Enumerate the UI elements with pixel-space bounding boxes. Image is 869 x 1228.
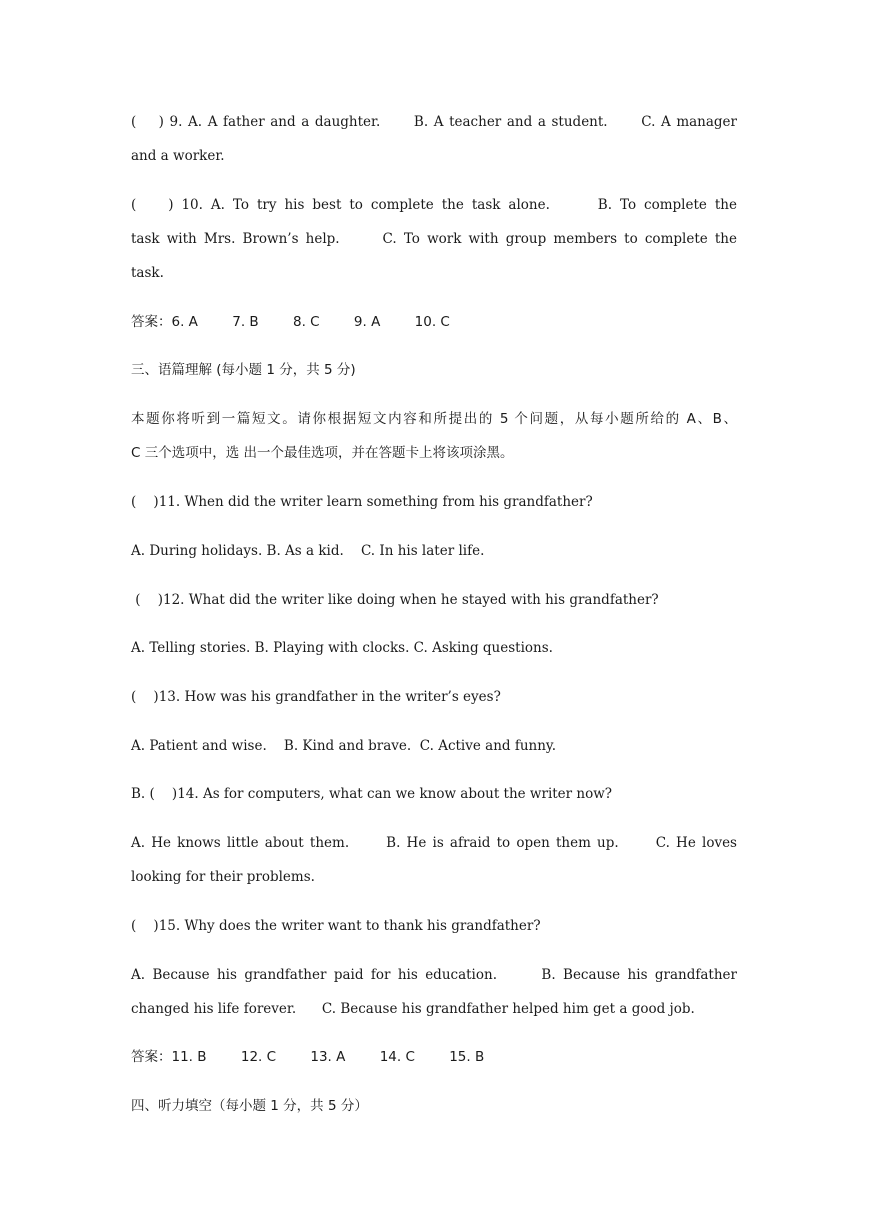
question-14-options-line-1: A. He knows little about them. B. He is afraid to open them up. C. He loves	[131, 835, 737, 851]
question-14: B. ( )14. As for computers, what can we know about the writer now?	[131, 786, 613, 802]
question-9-line-1: ( ) 9. A. A father and a daughter. B. A teacher and a student. C. A manager	[131, 114, 737, 130]
section-3-instructions-line-2: C 三个选项中，选 出一个最佳选项，并在答题卡上将该项涂黑。	[131, 445, 514, 461]
question-15-options-line-1: A. Because his grandfather paid for his education. B. Because his grandfather	[131, 967, 737, 983]
question-13-options: A. Patient and wise. B. Kind and brave. C. Active and funny.	[131, 738, 557, 754]
question-10-line-1: ( ) 10. A. To try his best to complete the task alone. B. To complete the	[131, 197, 737, 213]
question-15-options-line-2: changed his life forever. C. Because his grandfather helped him get a good job.	[131, 1001, 695, 1017]
question-11-options: A. During holidays. B. As a kid. C. In his later life.	[131, 543, 485, 559]
question-10-line-2: task with Mrs. Brown’s help. C. To work with group members to complete the	[131, 231, 737, 247]
question-13: ( )13. How was his grandfather in the writer’s eyes?	[131, 689, 501, 705]
question-14-options-line-2: looking for their problems.	[131, 869, 315, 885]
answer-key-6-10: 答案：6. A 7. B 8. C 9. A 10. C	[131, 314, 450, 330]
section-3-heading: 三、语篇理解 (每小题 1 分，共 5 分)	[131, 362, 356, 378]
question-15: ( )15. Why does the writer want to thank his grandfather?	[131, 918, 541, 934]
question-12: ( )12. What did the writer like doing when he stayed with his grandfather?	[131, 592, 659, 608]
question-10-line-3: task.	[131, 265, 164, 281]
question-11: ( )11. When did the writer learn something from his grandfather?	[131, 494, 593, 510]
answer-key-11-15: 答案：11. B 12. C 13. A 14. C 15. B	[131, 1049, 485, 1065]
section-4-heading: 四、听力填空（每小题 1 分，共 5 分）	[131, 1098, 368, 1114]
question-12-options: A. Telling stories. B. Playing with clocks. C. Asking questions.	[131, 640, 553, 656]
question-9-line-2: and a worker.	[131, 148, 225, 164]
section-3-instructions-line-1: 本题你将听到一篇短文。请你根据短文内容和所提出的 5 个问题，从每小题所给的 A、B、	[131, 411, 737, 427]
